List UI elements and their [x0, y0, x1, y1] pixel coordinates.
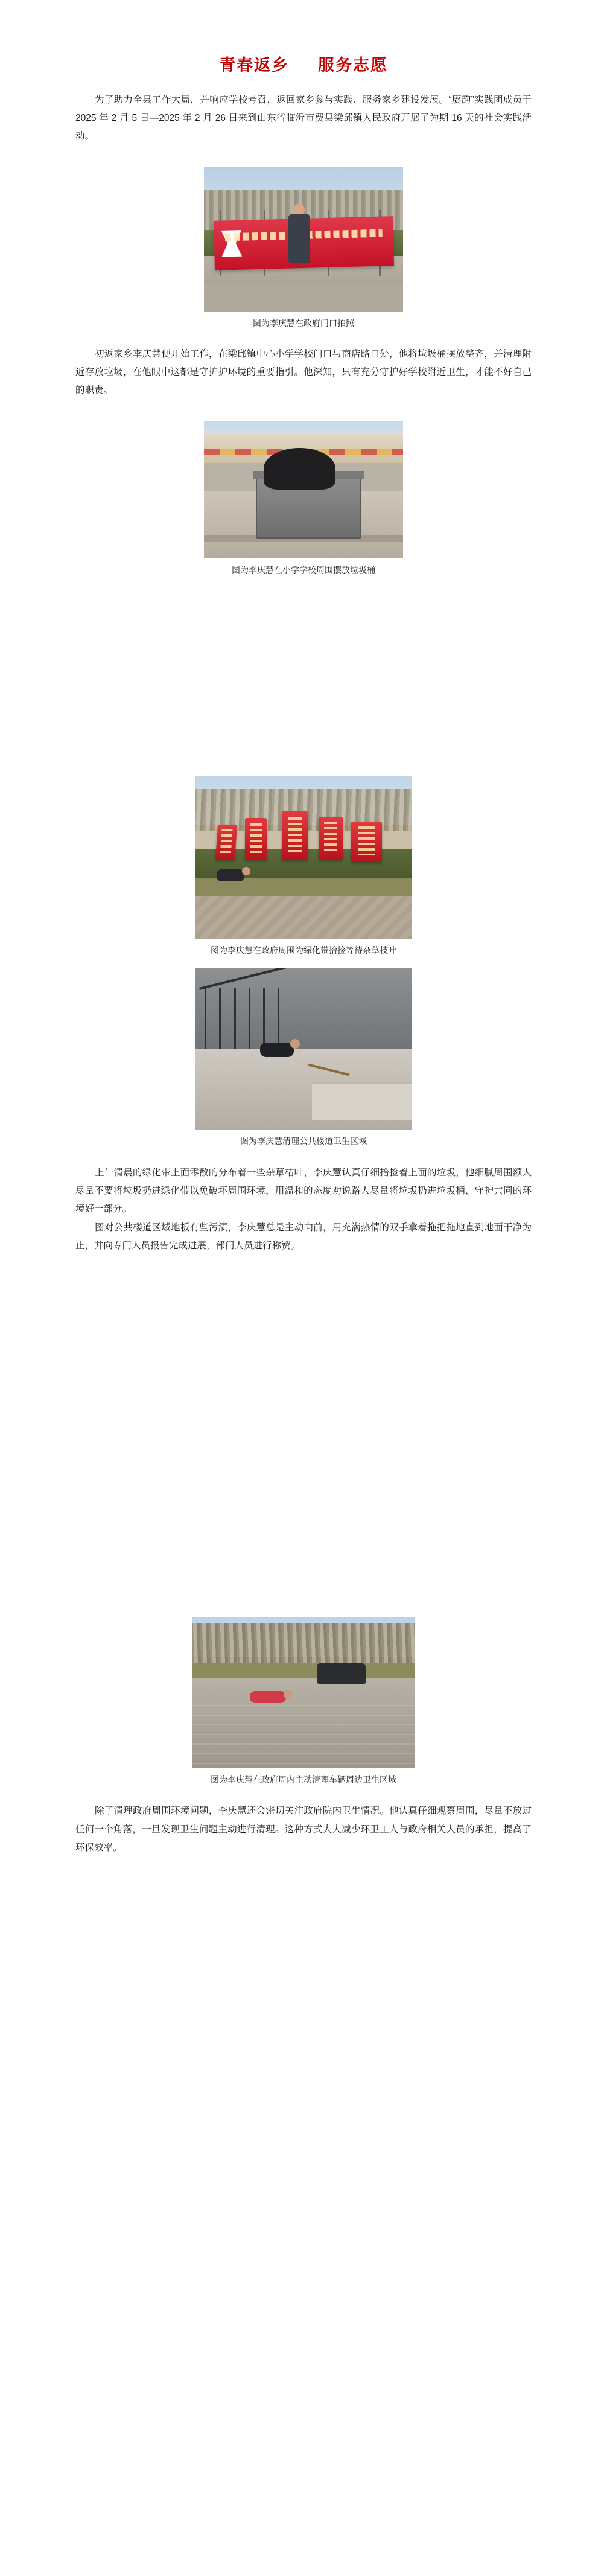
- photo-person: [250, 1690, 302, 1714]
- photo-caption-2: 图为李庆慧在小学学校周围摆放垃圾桶: [232, 564, 375, 575]
- photo-road-cleaning-near-vehicles: [192, 1617, 415, 1768]
- photo-garbage-bag: [264, 448, 335, 489]
- photo-caption-1: 图为李庆慧在政府门口拍照: [253, 318, 354, 328]
- person-body: [288, 214, 310, 263]
- photo-person: [284, 204, 315, 285]
- photo-trash-bin-near-school: [204, 421, 403, 558]
- person-head: [284, 1690, 293, 1699]
- spacer-extra-large: [0, 1255, 607, 1617]
- intro-paragraph: 为了助力全县工作大局，并响应学校号召，返回家乡参与实践、服务家乡建设发展。“赓韵”实践团成员于 2025 年 2 月 5 日—2025 年 2 月 26 日来到山东省临沂市费县梁邱镇人民政府开展了为期 16 天的社会实践活动。: [75, 95, 532, 142]
- person-body: [260, 1043, 294, 1057]
- photo-red-sign: [215, 825, 238, 860]
- photo-block-5: [0, 1617, 607, 1786]
- spacer-large: [0, 577, 607, 776]
- photo-path: [204, 284, 403, 312]
- photo-caption-3: 图为李庆慧在政府周围为绿化带拾捡等待杂草枝叶: [211, 945, 396, 956]
- photo-road: [192, 1678, 415, 1768]
- photo-banner-at-government-gate: [204, 167, 403, 312]
- title-part-2: 服务志愿: [318, 56, 388, 74]
- photo-red-sign: [351, 822, 381, 863]
- banner-logo-icon: [221, 230, 242, 257]
- photo-caption-5: 图为李庆慧在政府周内主动清理车辆周边卫生区域: [211, 1774, 396, 1785]
- person-body: [250, 1691, 286, 1703]
- spacer: [0, 400, 607, 421]
- photo-block-2: [0, 421, 607, 577]
- photo-block-3: [0, 776, 607, 957]
- photo-block-1: [0, 167, 607, 330]
- person-body: [217, 869, 244, 881]
- photo-red-signs-greenbelt: [195, 776, 412, 939]
- page-title: [0, 0, 607, 75]
- photo-red-sign: [245, 818, 267, 860]
- photo-car: [317, 1663, 366, 1684]
- paragraph-1: 初返家乡李庆慧便开始工作，在梁邱镇中心小学学校门口与商店路口处，他将垃圾桶摆放整齐，并清理附近存放垃圾，在他眼中这都是守护护环境的重要指引。他深知，只有充分守护好学校附近卫生，才能不好自己的职责。: [75, 349, 532, 396]
- photo-red-sign: [282, 811, 308, 860]
- person-head: [290, 1039, 300, 1049]
- photo-person: [260, 1039, 302, 1087]
- spacer: [0, 957, 607, 968]
- photo-treeline: [192, 1623, 415, 1663]
- photo-step: [312, 1082, 412, 1120]
- photo-caption-4: 图为李庆慧清理公共楼道卫生区域: [240, 1136, 367, 1146]
- photo-corridor-cleaning: [195, 968, 412, 1130]
- title-part-1: 青春返乡: [219, 56, 289, 74]
- spacer: [0, 146, 607, 167]
- photo-red-sign: [319, 817, 343, 861]
- photo-person: [217, 867, 252, 903]
- paragraph-2: 上午清晨的绿化带上面零散的分布着一些杂草枯叶，李庆慧认真仔细拾捡着上面的垃圾，他细腻周围额人尽量不要将垃圾扔进绿化带以免破坏周围环境，用温和的态度劝说路人尽量将垃圾扔进垃圾桶，守护共同的环境好一部分。: [75, 1167, 532, 1215]
- photo-block-4: [0, 968, 607, 1148]
- person-head: [242, 867, 250, 875]
- paragraph-3: 图对公共楼道区域地板有些污渍，李庆慧总是主动向前，用充满热情的双手拿着拖把拖地直到地面干净为止，并向专门人员报告完成进展，部门人员进行称赞。: [75, 1222, 532, 1251]
- paragraph-4: 除了清理政府周围环境问题，李庆慧还会密切关注政府院内卫生情况。他认真仔细观察周围，尽量不放过任何一个角落，一旦发现卫生问题主动进行清理。这种方式大大减少环卫工人与政府相关人员的承担，提高了环保效率。: [75, 1806, 532, 1853]
